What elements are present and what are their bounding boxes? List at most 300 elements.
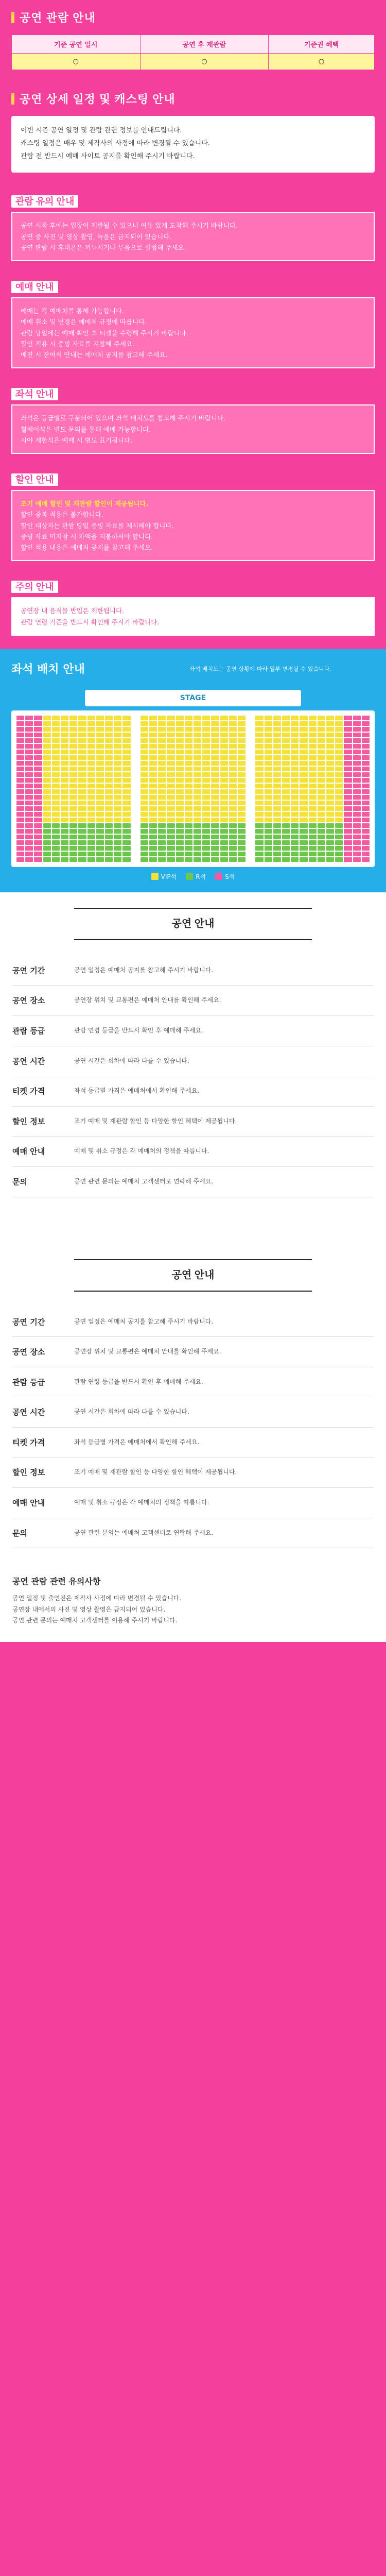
seat-cell — [176, 823, 184, 828]
seat-cell — [167, 784, 174, 788]
seat-cell — [238, 738, 245, 743]
seat-cell — [318, 835, 325, 839]
info-row-label: 관람 등급 — [12, 1377, 45, 1387]
seat-cell — [87, 744, 95, 749]
seat-cell — [335, 750, 343, 754]
seat-cell — [326, 857, 334, 862]
seat-cell — [220, 755, 228, 760]
seat-cell — [326, 755, 334, 760]
seat-cell — [282, 852, 290, 856]
seat-cell — [291, 801, 299, 805]
seat-cell — [158, 806, 166, 811]
seat-cell — [362, 835, 370, 839]
seat-cell — [282, 778, 290, 783]
seat-cell — [344, 857, 352, 862]
seat-cell — [61, 744, 68, 749]
seat-cell — [300, 852, 307, 856]
seat-cell — [202, 857, 210, 862]
seat-cell — [185, 755, 192, 760]
seat-cell — [211, 727, 219, 732]
seat-cell — [194, 767, 201, 771]
seat-cell — [220, 846, 228, 851]
seat-cell — [291, 789, 299, 794]
seat-cell — [353, 795, 361, 800]
info-rows — [12, 956, 374, 1197]
seat-cell — [114, 801, 121, 805]
seat-cell — [149, 744, 157, 749]
seat-cell — [87, 857, 95, 862]
seat-cell — [238, 721, 245, 726]
seat-cell — [220, 767, 228, 771]
seat-cell — [122, 733, 130, 737]
seat-cell — [176, 835, 184, 839]
seat-cell — [43, 772, 51, 777]
seat-cell — [265, 755, 272, 760]
seat-cell — [105, 789, 113, 794]
seat-cell — [273, 857, 281, 862]
seat-cell — [344, 784, 352, 788]
seat-cell — [255, 750, 263, 754]
seat-cell — [344, 789, 352, 794]
seat-cell — [114, 806, 121, 811]
seat-cell — [61, 738, 68, 743]
block-line: 예매는 각 예매처를 통해 가능합니다. — [21, 307, 124, 315]
seat-cell — [318, 721, 325, 726]
seat-cell — [335, 857, 343, 862]
seat-cell — [141, 801, 148, 805]
seat-cell — [282, 789, 290, 794]
seat-cell — [326, 823, 334, 828]
seat-cell — [220, 823, 228, 828]
seat-cell — [96, 857, 104, 862]
seat-cell — [78, 721, 86, 726]
seat-cell — [132, 846, 139, 851]
seat-cell — [105, 772, 113, 777]
seat-cell — [16, 772, 24, 777]
seat-cell — [105, 818, 113, 822]
seat-cell — [211, 744, 219, 749]
seat-cell — [353, 812, 361, 817]
info-page-2 — [0, 1244, 386, 1564]
seat-cell — [122, 767, 130, 771]
seat-cell — [220, 835, 228, 839]
seat-cell — [25, 761, 33, 766]
stage-label: STAGE — [85, 690, 301, 706]
seat-cell — [362, 727, 370, 732]
seat-cell — [114, 857, 121, 862]
seat-cell — [353, 778, 361, 783]
seat-cell — [185, 733, 192, 737]
seat-cell — [61, 818, 68, 822]
seat-cell — [282, 727, 290, 732]
seat-cell — [167, 829, 174, 834]
seat-cell — [202, 795, 210, 800]
seat-cell — [167, 795, 174, 800]
seat-cell — [194, 727, 201, 732]
seat-cell — [87, 721, 95, 726]
seat-cell — [353, 727, 361, 732]
seat-cell — [34, 738, 42, 743]
seat-cell — [43, 846, 51, 851]
seat-cell — [344, 795, 352, 800]
seat-cell — [344, 750, 352, 754]
seat-cell — [158, 750, 166, 754]
seat-cell — [318, 852, 325, 856]
seat-cell — [291, 738, 299, 743]
seat-cell — [114, 767, 121, 771]
seat-cell — [300, 818, 307, 822]
seat-cell — [52, 846, 60, 851]
seat-cell — [335, 806, 343, 811]
info-row — [12, 1518, 374, 1549]
seat-cell — [132, 835, 139, 839]
seat-cell — [69, 829, 77, 834]
seat-cell — [202, 750, 210, 754]
seat-cell — [61, 778, 68, 783]
seat-cell — [220, 738, 228, 743]
seat-cell — [25, 829, 33, 834]
seat-cell — [202, 835, 210, 839]
seat-cell — [247, 733, 254, 737]
seat-cell — [185, 818, 192, 822]
seat-cell — [43, 852, 51, 856]
seat-cell — [141, 772, 148, 777]
seat-cell — [265, 806, 272, 811]
seat-cell — [300, 801, 307, 805]
seat-cell — [105, 823, 113, 828]
seat-cell — [238, 784, 245, 788]
seat-cell — [149, 801, 157, 805]
seat-cell — [220, 789, 228, 794]
seat-cell — [265, 840, 272, 845]
seat-cell — [132, 818, 139, 822]
seat-cell — [318, 778, 325, 783]
seat-cell — [335, 761, 343, 766]
seat-cell — [122, 852, 130, 856]
seat-cell — [96, 767, 104, 771]
seat-cell — [247, 738, 254, 743]
seat-cell — [326, 772, 334, 777]
seat-cell — [265, 733, 272, 737]
seat-cell — [273, 823, 281, 828]
seat-cell — [194, 818, 201, 822]
seat-cell — [326, 840, 334, 845]
seat-cell — [25, 846, 33, 851]
seat-cell — [149, 727, 157, 732]
seat-cell — [69, 755, 77, 760]
seat-cell — [176, 738, 184, 743]
seat-cell — [176, 727, 184, 732]
seat-cell — [238, 744, 245, 749]
seat-cell — [247, 755, 254, 760]
seat-cell — [149, 761, 157, 766]
seat-cell — [61, 823, 68, 828]
seat-cell — [326, 846, 334, 851]
seat-cell — [158, 778, 166, 783]
seat-cell — [25, 806, 33, 811]
seat-cell — [282, 857, 290, 862]
notice-line: 관람 전 반드시 예매 사이트 공지를 확인해 주시기 바랍니다. — [21, 152, 195, 160]
seat-cell — [229, 806, 237, 811]
seat-cell — [318, 750, 325, 754]
seat-cell — [238, 772, 245, 777]
seat-cell — [87, 840, 95, 845]
info-block-2 — [0, 269, 386, 368]
seat-cell — [247, 721, 254, 726]
seat-cell — [211, 721, 219, 726]
seat-cell — [291, 721, 299, 726]
seat-cell — [176, 789, 184, 794]
seat-cell — [282, 835, 290, 839]
seat-cell — [122, 840, 130, 845]
seat-cell — [255, 801, 263, 805]
seat-cell — [61, 772, 68, 777]
seat-cell — [291, 750, 299, 754]
seat-cell — [335, 784, 343, 788]
seat-cell — [25, 812, 33, 817]
seat-cell — [114, 755, 121, 760]
seat-cell — [141, 852, 148, 856]
seat-cell — [149, 716, 157, 720]
seat-cell — [211, 857, 219, 862]
info-row-value: 공연 시간은 회차에 따라 다를 수 있습니다. — [74, 1057, 189, 1064]
seat-cell — [318, 823, 325, 828]
seat-cell — [273, 778, 281, 783]
block-line: 증빙 자료 미지참 시 차액을 지불하셔야 합니다. — [21, 532, 153, 540]
seat-cell — [238, 829, 245, 834]
seat-cell — [194, 733, 201, 737]
seat-cell — [114, 761, 121, 766]
seat-cell — [229, 840, 237, 845]
seat-cell — [273, 835, 281, 839]
block-line: 매진 시 잔여석 안내는 예매처 공지를 참고해 주세요. — [21, 351, 168, 359]
seat-cell — [149, 812, 157, 817]
seat-cell — [194, 744, 201, 749]
seat-cell — [282, 750, 290, 754]
seat-cell — [291, 767, 299, 771]
seat-cell — [167, 721, 174, 726]
seat-cell — [318, 755, 325, 760]
seat-cell — [255, 738, 263, 743]
seat-cell — [16, 829, 24, 834]
seat-cell — [141, 733, 148, 737]
legend-swatch — [215, 873, 222, 880]
seat-cell — [247, 835, 254, 839]
seat-cell — [78, 795, 86, 800]
seat-cell — [220, 733, 228, 737]
seat-cell — [114, 721, 121, 726]
seat-cell — [273, 733, 281, 737]
table-header: 공연 후 재관람 — [140, 35, 269, 54]
seat-cell — [247, 795, 254, 800]
seat-cell — [78, 738, 86, 743]
seat-cell — [96, 835, 104, 839]
seat-cell — [220, 829, 228, 834]
seat-cell — [220, 716, 228, 720]
seat-cell — [282, 784, 290, 788]
seat-cell — [176, 778, 184, 783]
seat-cell — [202, 784, 210, 788]
seat-cell — [300, 835, 307, 839]
seat-cell — [309, 778, 317, 783]
seat-cell — [114, 744, 121, 749]
page-title: 공연 안내 — [74, 908, 312, 940]
seat-cell — [122, 772, 130, 777]
seat-cell — [122, 835, 130, 839]
seat-cell — [87, 829, 95, 834]
seat-cell — [34, 806, 42, 811]
seat-cell — [52, 806, 60, 811]
seat-cell — [220, 721, 228, 726]
seat-cell — [344, 738, 352, 743]
seat-cell — [34, 721, 42, 726]
seat-cell — [255, 767, 263, 771]
seat-cell — [105, 778, 113, 783]
seat-cell — [167, 744, 174, 749]
seat-cell — [149, 738, 157, 743]
seat-cell — [132, 733, 139, 737]
seat-cell — [282, 761, 290, 766]
block-line: 공연장 내 음식물 반입은 제한됩니다. — [21, 607, 124, 615]
seat-cell — [202, 806, 210, 811]
seat-cell — [61, 846, 68, 851]
seat-cell — [220, 784, 228, 788]
seat-cell — [202, 733, 210, 737]
seat-cell — [291, 716, 299, 720]
seat-cell — [52, 857, 60, 862]
seat-cell — [158, 755, 166, 760]
seat-cell — [362, 721, 370, 726]
seat-cell — [52, 744, 60, 749]
seat-cell — [282, 801, 290, 805]
seat-cell — [362, 733, 370, 737]
seat-cell — [194, 789, 201, 794]
seat-cell — [344, 829, 352, 834]
seat-cell — [344, 733, 352, 737]
seat-cell — [229, 761, 237, 766]
seat-cell — [43, 721, 51, 726]
seat-cell — [176, 755, 184, 760]
seat-cell — [247, 789, 254, 794]
seat-cell — [291, 829, 299, 834]
seat-cell — [158, 761, 166, 766]
seat-cell — [353, 846, 361, 851]
seat-cell — [309, 857, 317, 862]
seat-cell — [229, 829, 237, 834]
seat-cell — [141, 812, 148, 817]
seat-cell — [25, 744, 33, 749]
seat-cell — [149, 806, 157, 811]
seat-cell — [326, 801, 334, 805]
seat-cell — [78, 812, 86, 817]
seat-cell — [16, 738, 24, 743]
seat-cell — [255, 829, 263, 834]
seat-cell — [105, 784, 113, 788]
seat-cell — [34, 744, 42, 749]
info-row-value: 공연 관련 문의는 예매처 고객센터로 연락해 주세요. — [74, 1177, 214, 1185]
seat-cell — [96, 738, 104, 743]
seat-cell — [265, 857, 272, 862]
seat-cell — [16, 784, 24, 788]
seat-cell — [229, 778, 237, 783]
seat-cell — [34, 835, 42, 839]
seat-cell — [353, 716, 361, 720]
info-row-value: 공연 일정은 예매처 공지를 참고해 주시기 바랍니다. — [74, 1317, 214, 1325]
seat-cell — [220, 857, 228, 862]
seat-cell — [158, 721, 166, 726]
block-line: 할인 적용 시 증빙 자료를 지참해 주세요. — [21, 340, 135, 348]
seat-cell — [96, 795, 104, 800]
seat-cell — [300, 767, 307, 771]
seat-cell — [202, 744, 210, 749]
seat-cell — [34, 852, 42, 856]
seat-cell — [34, 716, 42, 720]
info-row — [12, 1428, 374, 1458]
seat-cell — [202, 823, 210, 828]
seat-cell — [353, 840, 361, 845]
seat-cell — [87, 789, 95, 794]
seat-cell — [265, 846, 272, 851]
block-line: 공연 중 사진 및 영상 촬영, 녹음은 금지되어 있습니다. — [21, 232, 172, 241]
seat-cell — [114, 812, 121, 817]
seat-cell — [335, 801, 343, 805]
seat-cell — [344, 806, 352, 811]
block-line: 공연 시작 후에는 입장이 제한될 수 있으니 여유 있게 도착해 주시기 바랍니다. — [21, 222, 238, 230]
seat-cell — [185, 778, 192, 783]
seat-cell — [96, 852, 104, 856]
seat-cell — [318, 789, 325, 794]
seat-cell — [202, 778, 210, 783]
seat-cell — [87, 716, 95, 720]
seat-cell — [273, 750, 281, 754]
seat-cell — [211, 812, 219, 817]
seat-cell — [202, 789, 210, 794]
seat-cell — [25, 755, 33, 760]
seat-cell — [211, 772, 219, 777]
block-line: 예매 취소 및 변경은 예매처 규정에 따릅니다. — [21, 318, 147, 326]
seat-cell — [273, 795, 281, 800]
seat-cell — [229, 818, 237, 822]
seat-cell — [194, 784, 201, 788]
seat-cell — [105, 852, 113, 856]
block-heading: 관람 유의 안내 — [11, 195, 78, 208]
seat-cell — [300, 778, 307, 783]
seat-cell — [132, 829, 139, 834]
seat-cell — [132, 801, 139, 805]
seat-cell — [25, 852, 33, 856]
seat-cell — [43, 716, 51, 720]
seat-cell — [132, 823, 139, 828]
seat-cell — [344, 801, 352, 805]
seat-cell — [362, 795, 370, 800]
seat-cell — [176, 801, 184, 805]
seat-cell — [309, 755, 317, 760]
seat-cell — [309, 852, 317, 856]
seat-cell — [61, 716, 68, 720]
seat-cell — [34, 778, 42, 783]
seat-cell — [96, 806, 104, 811]
seat-cell — [309, 789, 317, 794]
legend-item — [215, 872, 235, 881]
seat-cell — [326, 716, 334, 720]
seat-cell — [114, 750, 121, 754]
seat-cell — [247, 818, 254, 822]
seat-cell — [344, 812, 352, 817]
seat-cell — [353, 738, 361, 743]
info-row-value: 공연장 위치 및 교통편은 예매처 안내를 확인해 주세요. — [74, 1348, 221, 1355]
seat-cell — [326, 806, 334, 811]
seat-cell — [105, 755, 113, 760]
